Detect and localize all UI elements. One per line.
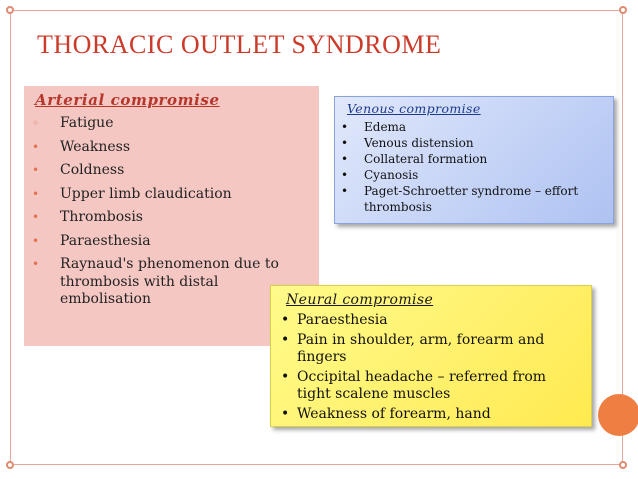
arterial-heading: Arterial compromise: [35, 91, 220, 109]
neural-box: [270, 285, 592, 427]
list-item: • Weakness of forearm, hand: [281, 406, 491, 422]
list-item: • Venous distension: [341, 136, 474, 150]
list-item: • Upper limb claudication: [32, 185, 232, 202]
bullet-icon: •: [341, 168, 349, 182]
corner-dot-bottom-left: [6, 461, 14, 469]
bullet-icon: •: [341, 184, 349, 198]
bullet-icon: •: [341, 136, 349, 150]
bullet-icon: •: [341, 120, 349, 134]
list-item: • Coldness: [32, 162, 125, 178]
corner-dot-top-left: [6, 6, 14, 14]
bullet-icon: •: [32, 233, 40, 248]
neural-heading: Neural compromise: [286, 292, 434, 308]
venous-list: [341, 119, 603, 215]
bullet-icon: •: [32, 139, 40, 154]
corner-dot-bottom-right: [619, 461, 627, 469]
list-item: • Collateral formation: [341, 152, 488, 166]
venous-box: [334, 96, 614, 224]
neural-list: [281, 312, 581, 426]
bullet-icon: •: [281, 369, 290, 385]
bullet-icon: •: [281, 332, 290, 348]
bullet-icon: •: [32, 163, 40, 177]
bullet-icon: •: [341, 152, 349, 166]
bullet-icon: •: [281, 406, 290, 422]
list-item: • Pain in shoulder, arm, forearm and fingers: [281, 332, 545, 365]
list-item: • Occipital headache – referred from tight scalene muscles: [281, 369, 547, 402]
slide-title: THORACIC OUTLET SYNDROME: [37, 30, 442, 59]
list-item: ◦ Fatigue: [32, 115, 114, 131]
venous-heading: Venous compromise: [347, 101, 481, 116]
circle-bullet-icon: ◦: [32, 116, 40, 130]
list-item: • Cyanosis: [341, 168, 419, 182]
list-item: • Raynaud's phenomenon due to thrombosis with distal embolisation: [32, 256, 279, 307]
list-item: • Weakness: [32, 138, 131, 155]
list-item: • Paraesthesia: [32, 232, 151, 249]
list-item: • Paget-Schroetter syndrome – effort thrombosis: [341, 184, 579, 214]
bullet-icon: •: [32, 210, 40, 224]
list-item: • Paraesthesia: [281, 312, 388, 328]
bullet-icon: •: [32, 186, 40, 201]
corner-dot-top-right: [619, 6, 627, 14]
decorative-orange-circle: [598, 394, 638, 436]
list-item: • Thrombosis: [32, 209, 143, 225]
list-item: • Edema: [341, 120, 407, 134]
bullet-icon: •: [32, 257, 40, 271]
bullet-icon: •: [281, 312, 290, 328]
